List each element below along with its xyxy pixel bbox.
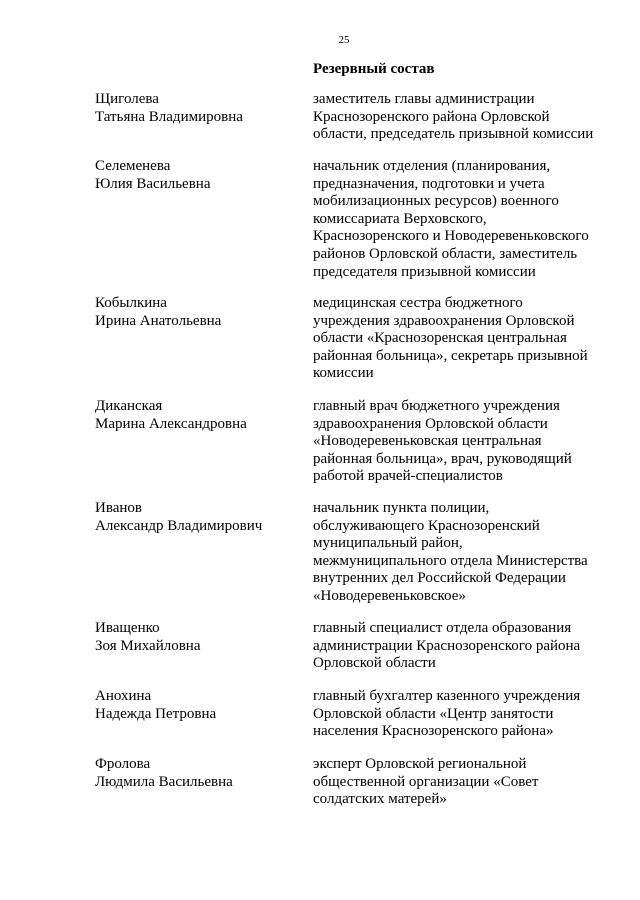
- role-line: районная больница», врач, руководящий: [313, 450, 572, 467]
- role-line: медицинская сестра бюджетного: [313, 295, 523, 311]
- role-line: Краснозоренского и Новодеревеньковского: [313, 228, 589, 245]
- role-line: населения Краснозоренского района»: [313, 723, 554, 740]
- role-line: общественной организации «Совет: [313, 773, 539, 790]
- role-line: «Новодеревеньковская центральная: [313, 433, 542, 450]
- role-line: Краснозоренского района Орловской: [313, 108, 550, 125]
- member-given-names: Татьяна Владимировна: [95, 108, 243, 125]
- page-number: 25: [338, 34, 350, 46]
- member-given-names: Людмила Васильевна: [95, 773, 233, 790]
- member-role: [313, 500, 613, 606]
- member-given-names: Ирина Анатольевна: [95, 312, 222, 329]
- role-line: области «Краснозоренская центральная: [313, 330, 567, 347]
- role-line: районов Орловской области, заместитель: [313, 245, 578, 262]
- role-line: районная больница», секретарь призывной: [313, 347, 588, 364]
- role-line: комиссии: [313, 365, 374, 382]
- member-name: [95, 500, 295, 535]
- role-line: мобилизационных ресурсов) военного: [313, 193, 559, 210]
- role-line: «Новодеревеньковское»: [313, 587, 466, 604]
- member-given-names: Александр Владимирович: [95, 517, 263, 534]
- member-name: [95, 756, 295, 791]
- member-surname: Щиголева: [95, 91, 159, 107]
- member-name: [95, 688, 295, 723]
- role-line: главный врач бюджетного учреждения: [313, 398, 560, 414]
- role-line: главный бухгалтер казенного учреждения: [313, 688, 581, 704]
- role-line: администрации Краснозоренского района: [313, 637, 581, 654]
- role-line: комиссариата Верховского,: [313, 210, 487, 227]
- member-surname: Селеменева: [95, 158, 171, 174]
- role-line: муниципальный район,: [313, 535, 463, 552]
- member-surname: Кобылкина: [95, 295, 167, 311]
- member-given-names: Юлия Васильевна: [95, 175, 211, 192]
- member-role: [313, 620, 613, 673]
- role-line: эксперт Орловской региональной: [313, 756, 527, 772]
- member-role: [313, 756, 613, 809]
- role-line: начальник отделения (планирования,: [313, 158, 551, 174]
- role-line: Орловской области «Центр занятости: [313, 705, 554, 722]
- member-given-names: Марина Александровна: [95, 415, 247, 432]
- role-line: здравоохранения Орловской области: [313, 415, 548, 432]
- member-surname: Иванов: [95, 500, 142, 516]
- role-line: обслуживающего Краснозоренский: [313, 517, 540, 534]
- role-line: области, председатель призывной комиссии: [313, 126, 594, 143]
- role-line: солдатских матерей»: [313, 791, 447, 808]
- member-given-names: Зоя Михайловна: [95, 637, 201, 654]
- member-role: [313, 91, 613, 144]
- role-line: главный специалист отдела образования: [313, 620, 572, 636]
- member-surname: Анохина: [95, 688, 152, 704]
- role-line: предназначения, подготовки и учета: [313, 175, 545, 192]
- member-surname: Фролова: [95, 756, 151, 772]
- role-line: работой врачей-специалистов: [313, 468, 503, 485]
- member-role: [313, 688, 613, 741]
- role-line: учреждения здравоохранения Орловской: [313, 312, 575, 329]
- member-name: [95, 295, 295, 330]
- role-line: заместитель главы администрации: [313, 91, 535, 107]
- role-line: внутренних дел Российской Федерации: [313, 570, 566, 587]
- member-role: [313, 398, 613, 486]
- member-name: [95, 398, 295, 433]
- member-given-names: Надежда Петровна: [95, 705, 217, 722]
- role-line: межмуниципального отдела Министерства: [313, 552, 588, 569]
- member-name: [95, 91, 295, 126]
- role-line: председателя призывной комиссии: [313, 263, 536, 280]
- member-surname: Иващенко: [95, 620, 160, 636]
- member-role: [313, 158, 613, 281]
- member-name: [95, 158, 295, 193]
- section-heading: Резервный состав: [313, 61, 435, 77]
- role-line: Орловской области: [313, 655, 436, 672]
- member-surname: Диканская: [95, 398, 163, 414]
- member-role: [313, 295, 613, 383]
- member-name: [95, 620, 295, 655]
- role-line: начальник пункта полиции,: [313, 500, 490, 516]
